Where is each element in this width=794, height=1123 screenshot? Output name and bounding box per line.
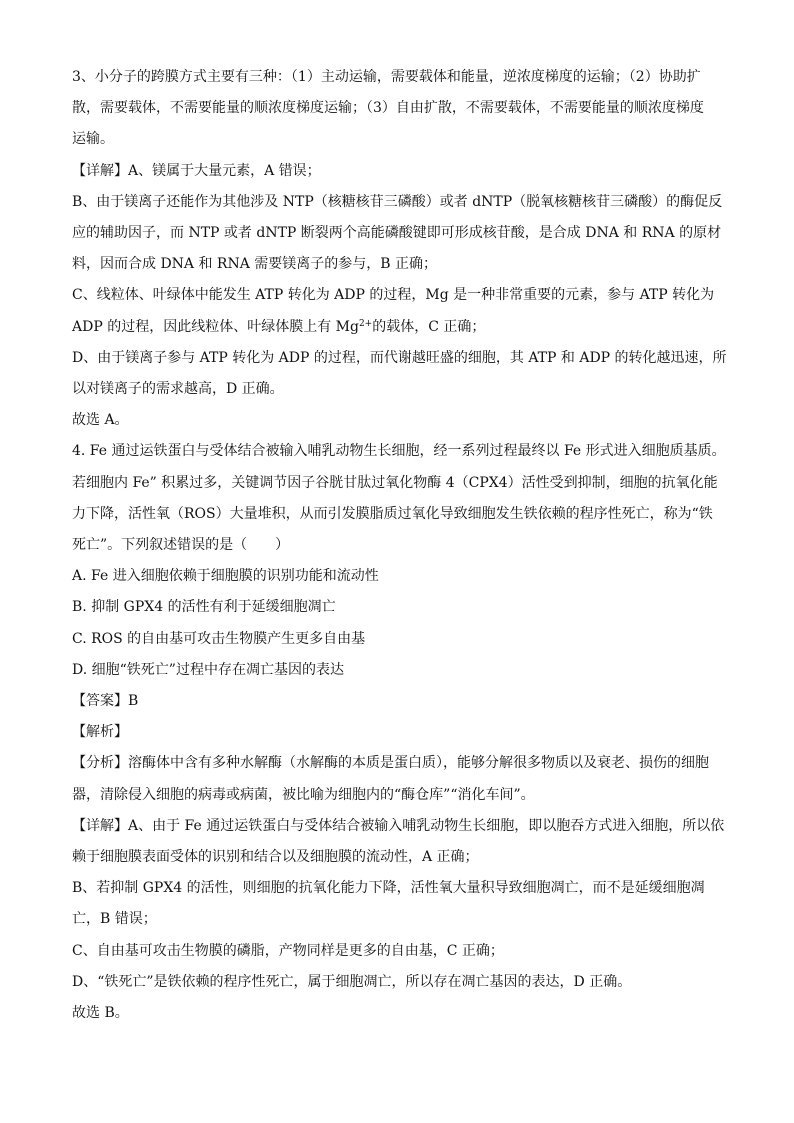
- text-line: D、“铁死亡”是铁依赖的程序性死亡，属于细胞凋亡，所以存在凋亡基因的表达，D 正确。: [72, 973, 632, 990]
- text-line: 以对镁离子的需求越高，D 正确。: [72, 381, 284, 398]
- text-line: 应的辅助因子，而 NTP 或者 dNTP 断裂两个高能磷酸键即可形成核苷酸，是合成 DNA 和 RNA 的原材: [72, 225, 722, 242]
- text-line: B、若抑制 GPX4 的活性，则细胞的抗氧化能力下降，活性氧大量积导致细胞凋亡，而不是延缓细胞凋: [72, 880, 705, 897]
- text-line: 亡，B 错误；: [72, 911, 157, 928]
- answer-line: 【答案】B: [72, 693, 139, 710]
- text-line: 若细胞内 Fe” 积累过多，关键调节因子谷胱甘肽过氧化物酶 4（CPX4）活性受到抑制，细胞的抗氧化能: [72, 474, 718, 491]
- text-line: B、由于镁离子还能作为其他涉及 NTP（核糖核苷三磷酸）或者 dNTP（脱氧核糖核苷三磷酸）的酶促反: [72, 193, 723, 210]
- text-line: 【详解】A、由于 Fe 通过运铁蛋白与受体结合被输入哺乳动物生长细胞，即以胞吞方式进入细胞，所以依: [72, 817, 725, 834]
- text-line: 4. Fe 通过运铁蛋白与受体结合被输入哺乳动物生长细胞，经一系列过程最终以 Fe 形式进入细胞质基质。: [72, 443, 726, 460]
- option-line: D. 细胞“铁死亡”过程中存在凋亡基因的表达: [72, 661, 344, 678]
- document-page: [72, 62, 727, 1029]
- line-text-before: ADP 的过程，因此线粒体、叶绿体膜上有 Mg: [72, 318, 359, 335]
- text-line: 运输。: [72, 131, 114, 148]
- text-line: D、由于镁离子参与 ATP 转化为 ADP 的过程，而代谢越旺盛的细胞，其 ATP 和 ADP 的转化越迅速，所: [72, 349, 727, 366]
- text-line: 死亡”。下列叙述错误的是（ ）: [72, 537, 290, 554]
- text-line: C、线粒体、叶绿体中能发生 ATP 转化为 ADP 的过程，Mg 是一种非常重要的元素，参与 ATP 转化为: [72, 287, 715, 304]
- text-line: 故选 A。: [72, 412, 129, 429]
- text-line: 赖于细胞膜表面受体的识别和结合以及细胞膜的流动性，A 正确；: [72, 849, 479, 866]
- text-line: 3、小分子的跨膜方式主要有三种：（1）主动运输，需要载体和能量，逆浓度梯度的运输；（2）协助扩: [72, 69, 701, 85]
- text-line: 料，因而合成 DNA 和 RNA 需要镁离子的参与，B 正确；: [72, 256, 438, 273]
- text-line-with-superscript: [72, 312, 722, 343]
- text-line: 【分析】溶酶体中含有多种水解酶（水解酶的本质是蛋白质），能够分解很多物质以及衰老、损伤的细胞: [72, 755, 709, 772]
- option-line: A. Fe 进入细胞依赖于细胞膜的识别功能和流动性: [72, 568, 379, 585]
- text-line: 力下降，活性氧（ROS）大量堆积，从而引发膜脂质过氧化导致细胞发生铁依赖的程序性死亡，称为“铁: [72, 505, 713, 522]
- option-line: C. ROS 的自由基可攻击生物膜产生更多自由基: [72, 630, 366, 647]
- superscript-text: 2+: [358, 318, 373, 329]
- option-line: B. 抑制 GPX4 的活性有利于延缓细胞凋亡: [72, 599, 336, 616]
- text-line: 【详解】A、镁属于大量元素，A 错误；: [72, 162, 321, 179]
- text-line: C、自由基可攻击生物膜的磷脂，产物同样是更多的自由基，C 正确；: [72, 942, 504, 959]
- line-text-after: 的载体，C 正确；: [372, 318, 486, 335]
- text-line: 器，清除侵入细胞的病毒或病菌，被比喻为细胞内的“酶仓库”“消化车间”。: [72, 786, 535, 803]
- analysis-heading: 【解析】: [72, 724, 128, 741]
- text-line: 故选 B。: [72, 1005, 129, 1022]
- text-line: 散，需要载体，不需要能量的顺浓度梯度运输；（3）自由扩散，不需要载体，不需要能量的顺浓度梯度: [72, 100, 704, 117]
